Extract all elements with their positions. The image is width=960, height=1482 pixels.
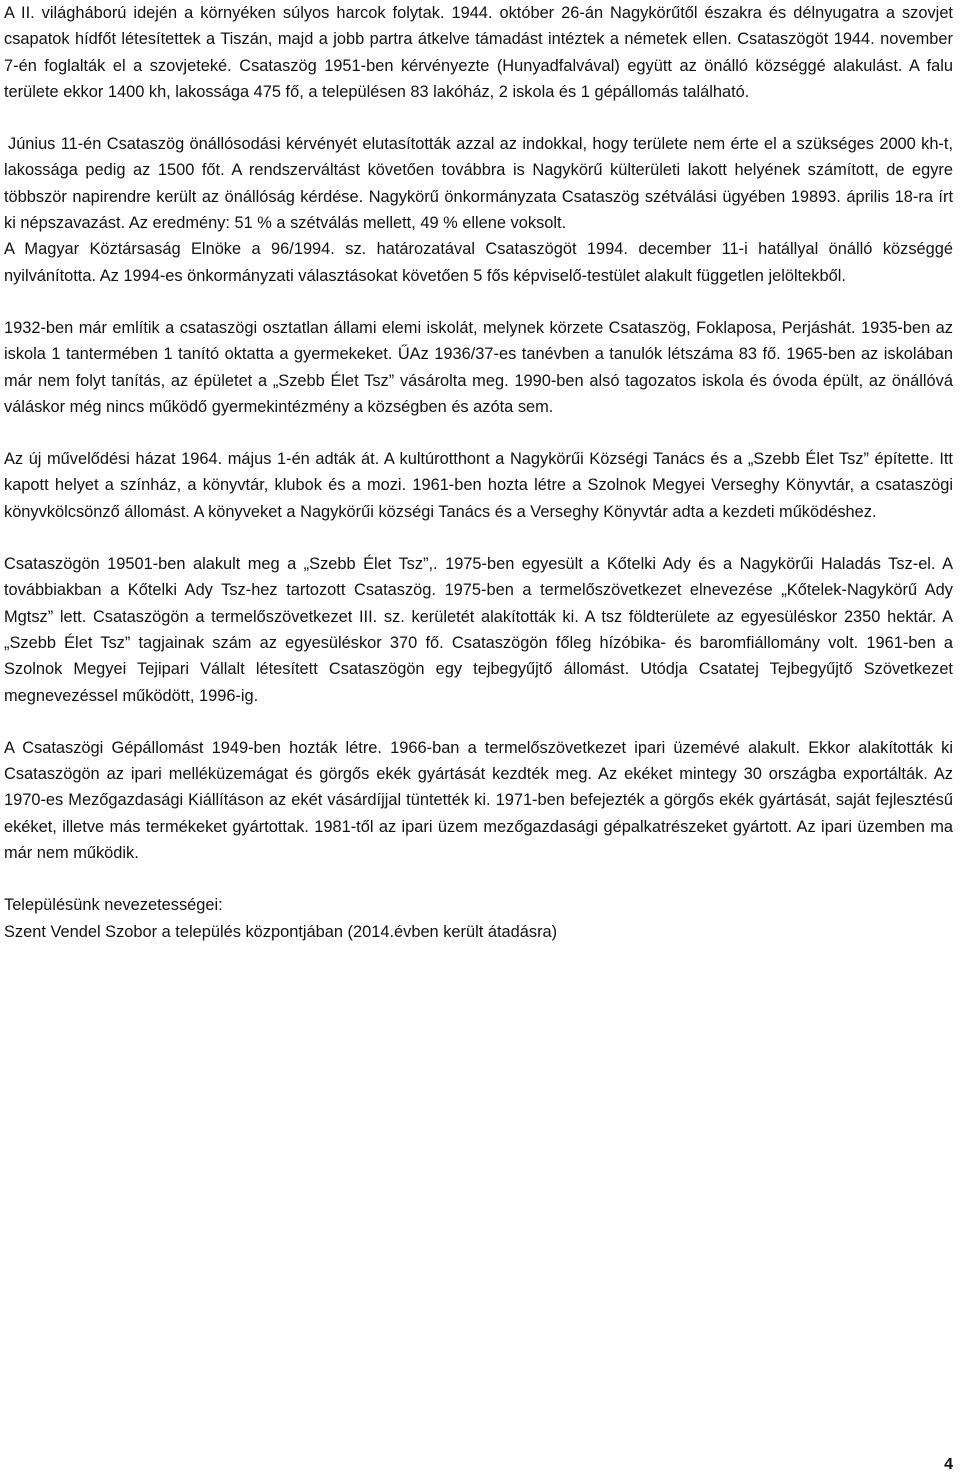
sentence: A „Szebb Élet Tsz” tagjainak szám az egyesüléskor 370 fő. [4,607,954,652]
sentence: Az új művelődési házat 1964. május 1-én adták át. [4,450,380,469]
paragraph-spacer [4,525,953,551]
paragraph-cooperative-history [4,551,953,709]
sentence: A falu területe ekkor 1400 kh, lakossága 475 fő, a településen 83 lakóház, 2 iskola és 1 gépállomás található. [4,56,954,101]
paragraph-machine-station [4,735,953,866]
sentence: Nagykörű önkormányzata Csataszög szétválási ügyében 19893. április 18-ra írt ki népszavazást. [4,187,953,233]
sentence: Az 1994-es önkormányzati választásokat követően 5 fős képviselő-testület alakult független jelöltekből. [99,266,846,285]
sentence: A Csataszögi Gépállomást 1949-ben hozták létre. [4,738,382,757]
sentence: 1975-ben a termelőszövetkezet elnevezése „Kőtelek-Nagykörű Ady Mgtsz” lett. [4,581,953,626]
sentence: Csataszögön a termelőszövetkezet III. sz. kerületét alakították ki. [92,607,579,626]
sentence: Az eredmény: 51 % a szétválás mellett, 49 % ellene voksolt. [128,214,567,233]
sentence: 1932-ben már említik a csataszögi osztatlan állami elemi iskolát, melynek körzete Csataszög, Foklaposa, Perjáshát. [4,318,856,337]
sentence: A II. világháború idején a környéken súlyos harcok folytak. 1944. október 26-án Nagykörűtől északra és délnyugatra a szovjet csapatok hídfőt létesítettek a Tiszán, majd a jobb partra átkelve támadást intéztek a németek ellen. Csataszögöt 1944. november 7-én foglalták el a szovjeteké. [4,4,953,75]
sentence: Csataszög 1951-ben kérvényezte (Hunyadfalvával) együtt az önálló községgé alakulást. [239,56,903,75]
sentence: Ekkor alakították ki Csataszögön az ipari melléküzemágat és görgős ekék gyártását kezdték meg. [4,738,953,784]
sentence: Csataszögön főleg hízóbika- és baromfiállomány volt. [451,633,859,652]
sentence: 1965-ben az iskolában már nem folyt tanítás, az épületet a „Szebb Élet Tsz” vásárolta meg. [4,345,953,390]
sentence: 1961-ben hozta létre a Szolnok Megyei Verseghy Könyvtár, a csataszögi könyvkölcsönző állomást. [4,476,953,521]
landmarks-heading: Településünk nevezetességei: [4,896,223,915]
sentence: Az ipari üzemben ma már nem működik. [4,817,953,863]
sentence: A tsz földterülete az egyesüléskor 2350 hektár. [584,607,937,626]
sentence: A rendszerváltást követően továbbra is Nagykörű külterületi lakott helyének számított, de egyre többször napirendre került az önállóság kérdése. [4,161,953,206]
sentence: A kultúrotthont a Nagykörűi Községi Tanács és a „Szebb Élet Tsz” építette. [383,450,934,469]
paragraph-independence-request [4,131,953,236]
paragraph-spacer [4,709,953,735]
paragraph-presidential-decree [4,236,953,289]
sentence: 1971-ben befejezték a görgős ekék gyártását, saját fejlesztésű ekéket, illetve más termékeket gyártottak. [4,791,953,836]
sentence: ŰAz 1936/37-es tanévben a tanulók létszáma 83 fő. [397,345,781,364]
sentence: Itt kapott helyet a színház, a könyvtár, klubok és a mozi. [4,450,953,495]
paragraph-spacer [4,866,953,892]
page-number: 4 [944,1455,953,1473]
paragraph-spacer [4,105,953,131]
sentence: A továbbiakban a Kőtelki Ady Tsz-hez tartozott Csataszög. [4,555,953,600]
sentence: 1935-ben az iskola 1 tantermében 1 tanító oktatta a gyermekeket. [4,318,953,364]
sentence: 1990-ben alsó tagozatos iskola és óvoda épült, az önállóvá váláskor még nincs működő gyermekintézmény a községben és azóta sem. [4,371,953,416]
sentence: Csataszögön 19501-ben alakult meg a „Szebb Élet Tsz”,. [4,555,438,574]
paragraph-school-history [4,315,953,420]
sentence: 1975-ben egyesült a Kőtelki Ady és a Nagykörűi Haladás Tsz-el. [445,555,936,574]
paragraph-war-history [4,0,953,105]
sentence: Az 1970-es Mezőgazdasági Kiállításon az ekét vásárdíjjal tüntették ki. [4,765,954,810]
paragraph-culture-house [4,446,953,525]
sentence: 1981-től az ipari üzem mezőgazdasági gépalkatrészeket gyártott. [314,817,793,836]
landmarks-item: Szent Vendel Szobor a település központjában (2014.évben került átadásra) [4,922,558,941]
sentence: 1961-ben a Szolnok Megyei Tejipari Vállalt létesített Csataszögön egy tejbegyűjtő állomást. [4,633,953,679]
paragraph-spacer [4,420,953,446]
sentence: Utódja Csatatej Tejbegyűjtő Szövetkezet megnevezéssel működött, 1996-ig. [4,660,953,705]
sentence: 1966-ban a termelőszövetkezet ipari üzemévé alakult. [390,738,801,757]
paragraph-spacer [4,289,953,315]
sentence: A Magyar Köztársaság Elnöke a 96/1994. sz. határozatával Csataszögöt 1994. december 11-i hatállyal önálló községgé nyilvánította. [4,240,953,285]
sentence: A könyveket a Nagykörűi községi Tanács és a Verseghy Könyvtár adta a kezdeti működéshez. [193,502,877,521]
sentence: Június 11-én Csataszög önállósodási kérvényét elutasították azzal az indokkal, hogy területe nem érte el a szükséges 2000 kh-t, lakossága pedig az 1500 főt. [4,135,953,180]
sentence: Az ekéket mintegy 30 országba exportálták. [598,765,928,784]
